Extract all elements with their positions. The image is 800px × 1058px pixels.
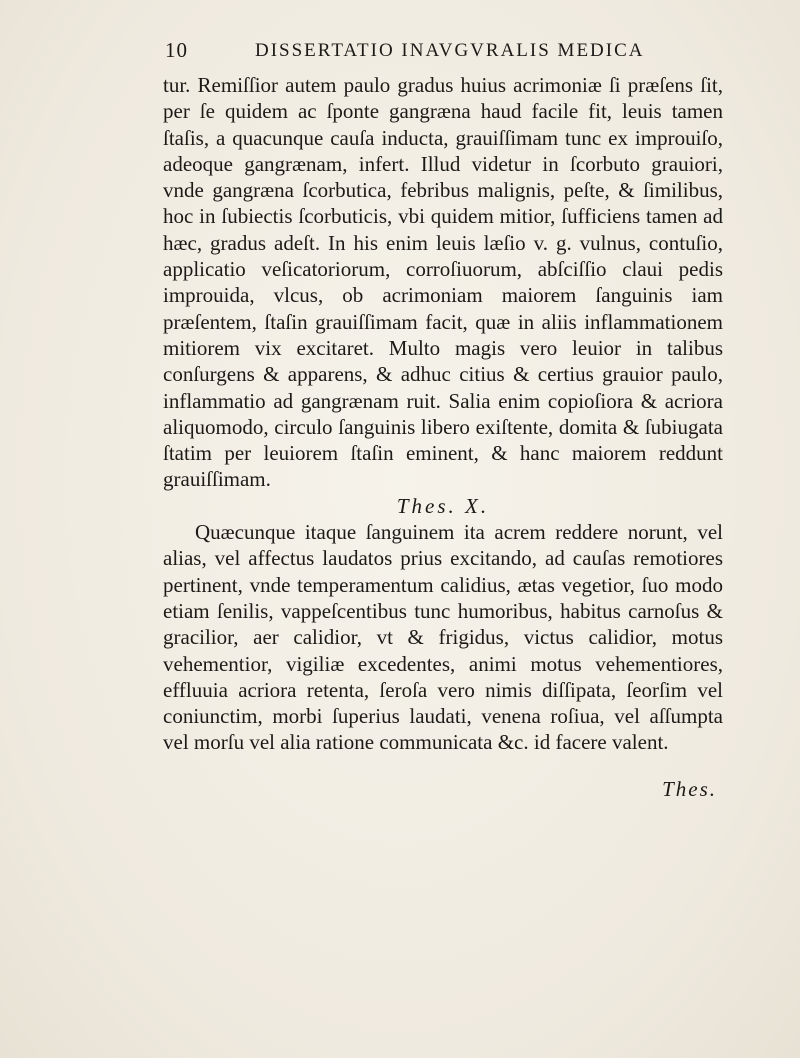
paragraph-1: tur. Remiſſior autem paulo gradus huius acrimoniæ ſi præſens ſit, per ſe quidem ac ſponte gangræna haud facile fit, leuis tamen ſtaſis, a quacunque cauſa inducta, grauiſſimam tunc ex improuiſo, adeoque gangrænam, infert. Illud videtur in ſcorbuto grauiori, vnde gangræna ſcorbutica, febribus malignis, peſte, & ſimilibus, hoc in ſubiectis ſcorbuticis, vbi quidem mitior, ſufficiens tamen ad hæc, gradus adeſt. In his enim leuis læſio v. g. vulnus, contuſio, applicatio veſicatoriorum, corroſiuorum, abſciſſio claui pedis improuida, vlcus, ob acrimoniam maiorem ſanguinis iam præſentem, ſtaſin grauiſſimam facit, quæ in aliis inflammationem mitiorem vix excitaret. Multo magis vero leuior in talibus conſurgens & apparens, & adhuc citius & certius grauior paulo, inflammatio ad gangrænam ruit. Salia enim copioſiora & acriora aliquomodo, circulo ſanguinis libero exiſtente, domita & ſubiugata ſtatim per leuiorem ſtaſin eminent, & hanc maiorem reddunt grauiſſimam. (163, 73, 723, 492)
page-header (165, 38, 725, 66)
page-number: 10 (165, 38, 188, 62)
section-heading: Thes. X. (396, 493, 490, 518)
paragraph-2: Quæcunque itaque ſanguinem ita acrem reddere norunt, vel alias, vel affectus laudatos prius excitando, ad cauſas remotiores pertinent, vnde temperamentum calidius, ætas vegetior, ſuo modo etiam ſenilis, vappeſcentibus tunc humoribus, habitus carnoſus & gracilior, aer calidior, vt & frigidus, victus calidior, motus vehementior, vigiliæ excedentes, animi motus vehementiores, effluuia acriora retenta, ſeroſa vero nimis diſſipata, ſeorſim vel coniunctim, morbi ſuperius laudati, venena roſiua, vel aſſumpta vel morſu vel alia ratione communicata &c. id facere valent. (163, 520, 723, 755)
body-text (163, 72, 723, 802)
catchword: Thes. (662, 776, 717, 801)
running-head: DISSERTATIO INAVGVRALIS MEDICA (255, 40, 645, 61)
